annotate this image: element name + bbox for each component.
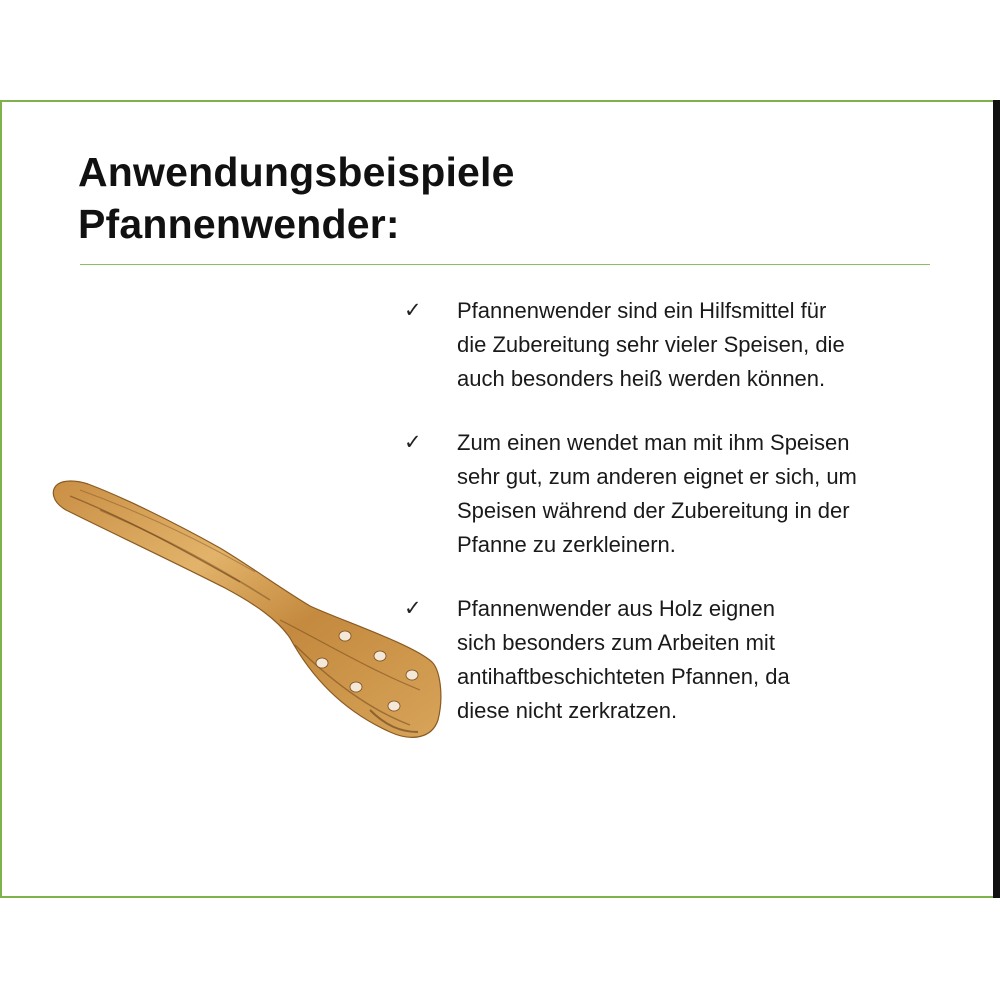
check-icon: ✓ [404,298,422,322]
slide-title-line-1: Anwendungsbeispiele [78,149,515,195]
title-divider [80,264,930,265]
olive-wood-spatula-image [40,470,450,760]
bullet-text: Pfannenwender sind ein Hilfsmittel für die Zubereitung sehr vieler Speisen, die auch besonders heiß werden können. [457,298,845,391]
list-item [400,592,980,728]
check-icon: ✓ [404,430,422,454]
list-item [400,426,980,562]
bullet-list [400,294,980,758]
list-item [400,294,980,396]
check-icon: ✓ [404,596,422,620]
bullet-text: Zum einen wendet man mit ihm Speisen sehr gut, zum anderen eignet er sich, um Speisen während der Zubereitung in der Pfanne zu zerkleinern. [457,430,857,557]
slide-title-line-2: Pfannenwender: [78,201,400,247]
slide-shadow-edge [993,100,1000,898]
bullet-text: Pfannenwender aus Holz eignen sich besonders zum Arbeiten mit antihaftbeschichteten Pfannen, da diese nicht zerkratzen. [457,596,790,723]
slide-title [78,146,515,250]
